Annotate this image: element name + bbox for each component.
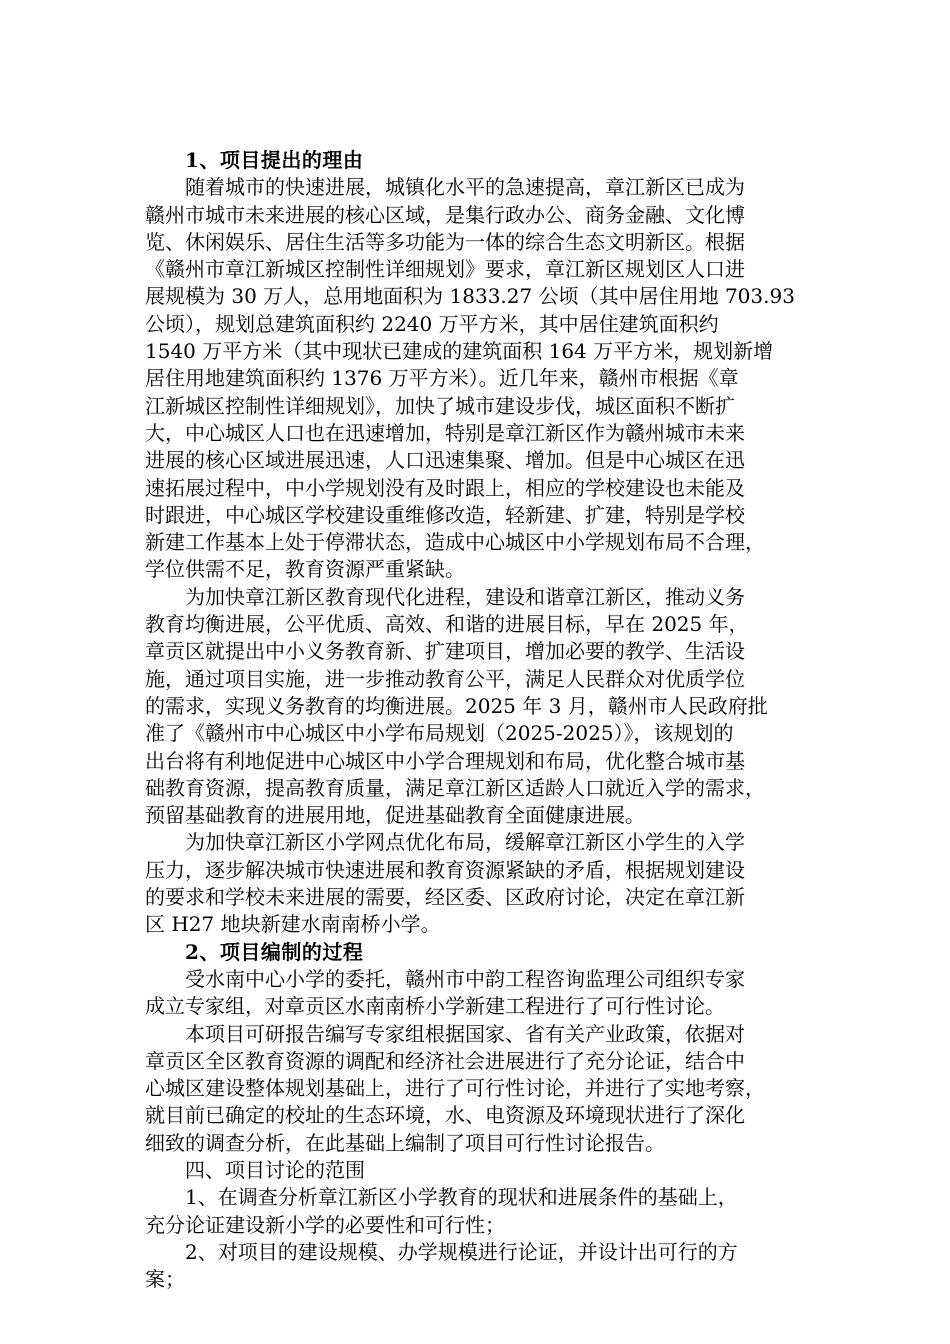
text-line: 2、对项目的建设规模、办学规模进行论证，并设计出可行的方: [185, 1239, 738, 1264]
text-line: 章贡区全区教育资源的调配和经济社会进展进行了充分论证，结合中: [145, 1048, 745, 1073]
text-line: 准了《赣州市中心城区中小学布局规划（2025-2025）》，该规划的: [145, 721, 734, 746]
paragraph: [145, 584, 825, 830]
paragraph: [145, 1239, 825, 1294]
text-line: 的要求和学校未来进展的需要，经区委、区政府讨论，决定在章江新: [145, 885, 745, 910]
text-line: 压力，逐步解决城市快速进展和教育资源紧缺的矛盾，根据规划建设: [145, 857, 745, 882]
text-line: 展规模为 30 万人，总用地面积为 1833.27 公顷（其中居住用地 703.93: [145, 284, 795, 309]
text-line: 出台将有利地促进中心城区中小学合理规划和布局，优化整合城市基: [145, 748, 745, 773]
text-line: 心城区建设整体规划基础上，进行了可行性讨论，并进行了实地考察，: [145, 1076, 765, 1101]
text-line: 赣州市城市未来进展的核心区域，是集行政办公、商务金融、文化博: [145, 202, 745, 227]
section-heading: 1、项目提出的理由: [185, 148, 364, 172]
text-line: 大，中心城区人口也在迅速增加，特别是章江新区作为赣州城市未来: [145, 420, 745, 445]
text-line: 学位供需不足，教育资源严重紧缺。: [145, 557, 465, 582]
text-line: 随着城市的快速进展，城镇化水平的急速提高，章江新区已成为: [185, 175, 745, 200]
text-line: 预留基础教育的进展用地，促进基础教育全面健康进展。: [145, 803, 645, 828]
text-line: 1、在调查分析章江新区小学教育的现状和进展条件的基础上，: [185, 1185, 738, 1210]
paragraph: [145, 1021, 825, 1157]
text-line: 充分论证建设新小学的必要性和可行性；: [145, 1212, 505, 1237]
text-line: 《赣州市章江新城区控制性详细规划》要求，章江新区规划区人口进: [145, 257, 745, 282]
text-line: 江新城区控制性详细规划》，加快了城市建设步伐，城区面积不断扩: [145, 393, 735, 418]
text-line: 成立专家组，对章贡区水南南桥小学新建工程进行了可行性讨论。: [145, 994, 725, 1019]
text-line: 时跟进，中心城区学校建设重维修改造，轻新建、扩建，特别是学校: [145, 502, 745, 527]
text-line: 受水南中心小学的委托，赣州市中韵工程咨询监理公司组织专家: [185, 966, 745, 991]
section-heading: 2、项目编制的过程: [185, 939, 364, 964]
paragraph: [145, 966, 825, 1021]
text-line: 就目前已确定的校址的生态环境，水、电资源及环境现状进行了深化: [145, 1103, 745, 1128]
text-line: 1540 万平方米（其中现状已建成的建筑面积 164 万平方米，规划新增: [145, 339, 774, 364]
text-line: 施，通过项目实施，进一步推动教育公平，满足人民群众对优质学位: [145, 666, 745, 691]
text-line: 新建工作基本上处于停滞状态，造成中心城区中小学规划布局不合理，: [145, 530, 765, 555]
text-line: 居住用地建筑面积约 1376 万平方米）。近几年来，赣州市根据《章: [145, 366, 739, 391]
text-line: 的需求，实现义务教育的均衡进展。2025 年 3 月，赣州市人民政府批: [145, 693, 768, 718]
paragraph: [145, 1184, 825, 1239]
text-line: 础教育资源，提高教育质量，满足章江新区适龄人口就近入学的需求，: [145, 775, 765, 800]
paragraph: [145, 174, 825, 583]
text-line: 进展的核心区域进展迅速，人口迅速集聚、增加。但是中心城区在迅: [145, 448, 745, 473]
text-line: 为加快章江新区教育现代化进程，建设和谐章江新区，推动义务: [185, 584, 745, 609]
section-heading: 四、项目讨论的范围: [185, 1157, 365, 1182]
text-line: 本项目可研报告编写专家组根据国家、省有关产业政策，依据对: [185, 1021, 745, 1046]
text-line: 为加快章江新区小学网点优化布局，缓解章江新区小学生的入学: [185, 830, 745, 855]
text-line: 细致的调查分析，在此基础上编制了项目可行性讨论报告。: [145, 1130, 665, 1155]
text-line: 教育均衡进展，公平优质、高效、和谐的进展目标，早在 2025 年，: [145, 612, 749, 637]
text-line: 区 H27 地块新建水南南桥小学。: [145, 912, 441, 937]
paragraph: [145, 829, 825, 938]
text-line: 览、休闲娱乐、居住生活等多功能为一体的综合生态文明新区。根据: [145, 229, 745, 254]
text-line: 案；: [145, 1267, 185, 1292]
text-line: 速拓展过程中，中小学规划没有及时跟上，相应的学校建设也未能及: [145, 475, 745, 500]
text-line: 公顷），规划总建筑面积约 2240 万平方米，其中居住建筑面积约: [145, 311, 719, 336]
document-page: [145, 147, 825, 1293]
text-line: 章贡区就提出中小义务教育新、扩建项目，增加必要的教学、生活设: [145, 639, 745, 664]
